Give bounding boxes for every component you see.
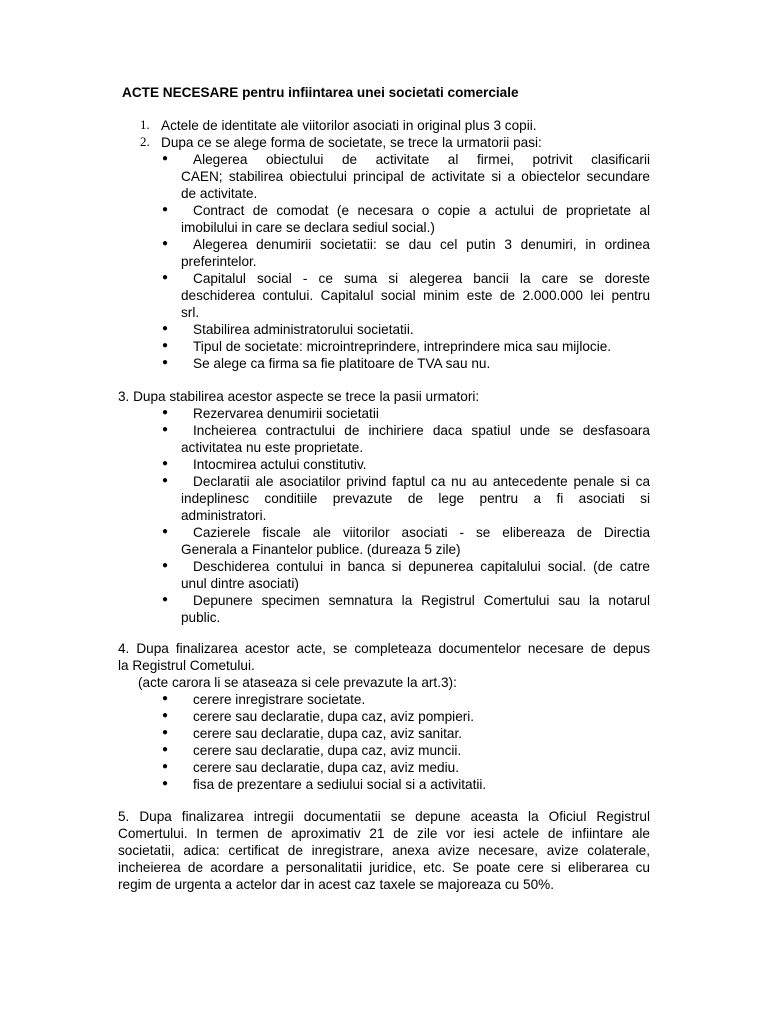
bullet-line: Cazierele fiscale ale viitorilor asociati - se elibereaza de Directia <box>193 525 650 540</box>
bullet-line: Deschiderea contului in banca si depunerea capitalului social. (de catre <box>193 559 650 574</box>
bullet-line: Tipul de societate: microintreprindere, intreprindere mica sau mijlocie. <box>193 339 612 354</box>
bullet-line: imobilului in care se declara sediul social.) <box>181 220 435 235</box>
bullet-line: Generala a Finantelor publice. (dureaza 5 zile) <box>181 542 461 557</box>
bullet-line: Stabilirea administratorului societatii. <box>193 322 414 337</box>
bullet-line: activitatea nu este proprietate. <box>181 440 364 455</box>
bullet-icon: ● <box>162 693 169 704</box>
bullet-icon: ● <box>162 710 169 721</box>
bullet-icon: ● <box>162 238 169 249</box>
bullet-line: indeplinesc conditiile prevazute de lege pentru a fi asociati si <box>181 491 650 506</box>
bullet-line: CAEN; stabilirea obiectului principal de activitate si a obiectelor secundare <box>181 169 650 184</box>
bullet-icon: ● <box>162 340 169 351</box>
bullet-line: Intocmirea actului constitutiv. <box>193 457 367 472</box>
bullet-icon: ● <box>162 526 169 537</box>
paragraph-line: regim de urgenta a actelor dar in acest caz taxele se majoreaza cu 50%. <box>118 877 554 892</box>
bullet-line: Alegerea obiectului de activitate al firmei, potrivit clasificarii <box>193 152 650 167</box>
bullet-icon: ● <box>162 475 169 486</box>
bullet-icon: ● <box>162 560 169 571</box>
section-intro: 4. Dupa finalizarea acestor acte, se completeaza documentelor necesare de depus <box>118 641 650 656</box>
bullet-line: fisa de prezentare a sediului social si a activitatii. <box>193 777 487 792</box>
bullet-line: Rezervarea denumirii societatii <box>193 406 379 421</box>
item-number: 1. <box>140 117 150 132</box>
bullet-icon: ● <box>162 744 169 755</box>
bullet-line: de activitate. <box>181 186 258 201</box>
bullet-line: cerere sau declaratie, dupa caz, aviz pompieri. <box>193 709 475 724</box>
bullet-line: srl. <box>181 305 200 320</box>
item-text: Dupa ce se alege forma de societate, se trece la urmatorii pasi: <box>161 135 542 150</box>
item-text: Actele de identitate ale viitorilor asociati in original plus 3 copii. <box>161 118 537 133</box>
section-intro: 3. Dupa stabilirea acestor aspecte se trece la pasii urmatori: <box>118 389 480 404</box>
bullet-icon: ● <box>162 594 169 605</box>
bullet-icon: ● <box>162 458 169 469</box>
document-title: ACTE NECESARE pentru infiintarea unei societati comerciale <box>122 85 519 100</box>
bullet-icon: ● <box>162 407 169 418</box>
bullet-icon: ● <box>162 778 169 789</box>
bullet-line: cerere sau declaratie, dupa caz, aviz muncii. <box>193 743 462 758</box>
bullet-line: cerere sau declaratie, dupa caz, aviz mediu. <box>193 760 459 775</box>
bullet-icon: ● <box>162 727 169 738</box>
item-number: 2. <box>140 134 150 149</box>
bullet-line: Depunere specimen semnatura la Registrul Comertului sau la notarul <box>193 593 650 608</box>
bullet-icon: ● <box>162 272 169 283</box>
paragraph-line: 5. Dupa finalizarea intregii documentatii se depune aceasta la Oficiul Registrul <box>118 809 650 824</box>
section-subnote: (acte carora li se ataseaza si cele prevazute la art.3): <box>138 675 457 690</box>
bullet-icon: ● <box>162 424 169 435</box>
paragraph-line: societatii, adica: certificat de inregistrare, anexa avize necesare, avize colaterale, <box>118 843 650 858</box>
bullet-icon: ● <box>162 761 169 772</box>
bullet-line: public. <box>181 610 221 625</box>
bullet-line: unul dintre asociati) <box>181 576 299 591</box>
bullet-line: Incheierea contractului de inchiriere daca spatiul unde se desfasoara <box>193 423 650 438</box>
bullet-icon: ● <box>162 204 169 215</box>
bullet-line: cerere sau declaratie, dupa caz, aviz sanitar. <box>193 726 463 741</box>
bullet-line: cerere inregistrare societate. <box>193 692 366 707</box>
paragraph-line: incheierea de acordare a personalitatii juridice, etc. Se poate cere si eliberarea cu <box>118 860 650 875</box>
paragraph-line: Comertului. In termen de aproximativ 21 de zile vor iesi actele de infiintare ale <box>118 826 650 841</box>
section-intro: la Registrul Cometului. <box>118 658 255 673</box>
bullet-icon: ● <box>162 153 169 164</box>
bullet-icon: ● <box>162 323 169 334</box>
bullet-line: Alegerea denumirii societatii: se dau cel putin 3 denumiri, in ordinea <box>193 237 650 252</box>
bullet-icon: ● <box>162 357 169 368</box>
bullet-line: deschiderea contului. Capitalul social minim este de 2.000.000 lei pentru <box>181 288 650 303</box>
bullet-line: Se alege ca firma sa fie platitoare de TVA sau nu. <box>193 356 491 371</box>
bullet-line: preferintelor. <box>181 254 257 269</box>
bullet-line: Contract de comodat (e necesara o copie a actului de proprietate al <box>193 203 650 218</box>
bullet-line: Declaratii ale asociatilor privind faptul ca nu au antecedente penale si ca <box>193 474 650 489</box>
bullet-line: administratori. <box>181 508 267 523</box>
bullet-line: Capitalul social - ce suma si alegerea bancii la care se doreste <box>193 271 650 286</box>
